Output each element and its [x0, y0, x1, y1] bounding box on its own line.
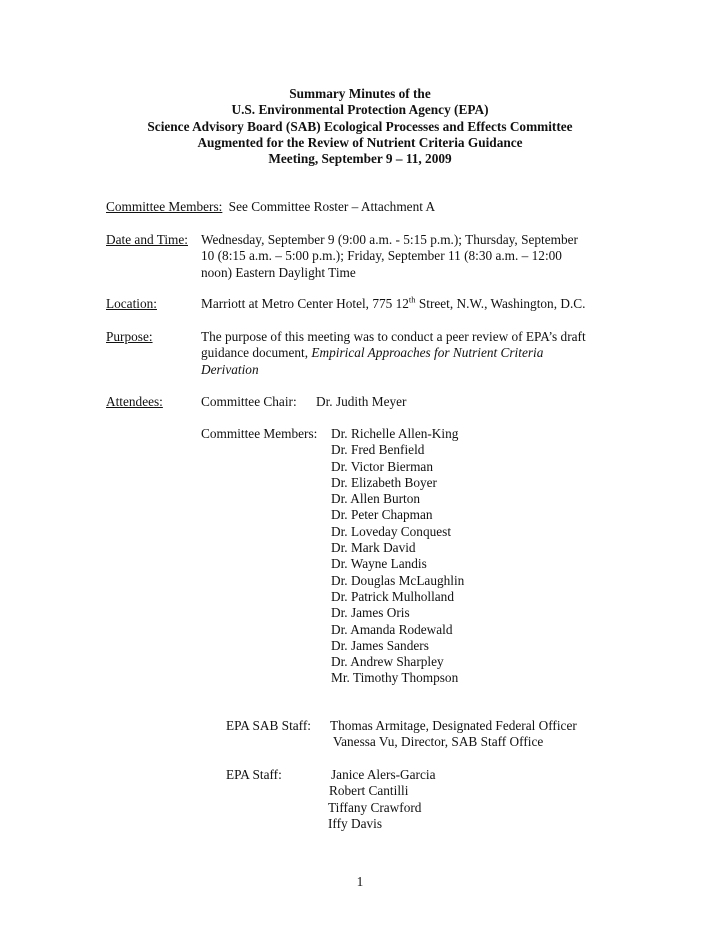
date-time-line-3: noon) Eastern Daylight Time	[201, 264, 356, 280]
title-line-1: Summary Minutes of the	[289, 86, 431, 101]
location-value-text: Marriott at Metro Center Hotel, 775 12	[201, 296, 409, 311]
epa-staff-list	[328, 767, 435, 832]
location-superscript: th	[408, 294, 416, 305]
list-item: Thomas Armitage, Designated Federal Officer	[330, 718, 577, 733]
list-item: Dr. Victor Bierman	[331, 458, 433, 474]
list-item: Vanessa Vu, Director, SAB Staff Office	[333, 734, 544, 750]
date-time-line-1: Wednesday, September 9 (9:00 a.m. - 5:15 p.m.); Thursday, September	[201, 232, 578, 247]
committee-members-list	[331, 426, 464, 687]
list-item: Dr. Peter Chapman	[331, 507, 433, 523]
list-item: Dr. James Sanders	[331, 637, 429, 653]
list-item: Dr. Loveday Conquest	[331, 523, 452, 539]
epa-staff-label: EPA Staff:	[226, 767, 282, 782]
purpose-value	[201, 329, 586, 378]
list-item: Dr. Wayne Landis	[331, 556, 427, 572]
list-item: Dr. Douglas McLaughlin	[331, 572, 465, 588]
list-item: Iffy Davis	[328, 815, 383, 831]
purpose-document-title: Empirical Approaches for Nutrient Criteria	[311, 345, 544, 361]
purpose-line-2	[201, 345, 586, 361]
list-item: Dr. Mark David	[331, 540, 416, 556]
location-value-street: Street, N.W., Washington, D.C.	[415, 296, 586, 311]
attendees-label: Attendees:	[106, 394, 163, 409]
date-time-line-2: 10 (8:15 a.m. – 5:00 p.m.); Friday, September 11 (8:30 a.m. – 12:00	[201, 248, 562, 264]
title-line-5: Meeting, September 9 – 11, 2009	[268, 151, 452, 167]
purpose-line-2-text: guidance document,	[201, 345, 312, 361]
date-time-value	[201, 232, 578, 281]
list-item: Dr. Fred Benfield	[331, 442, 425, 458]
committee-members-row	[106, 199, 435, 215]
sab-staff-list	[330, 718, 577, 751]
committee-members-list-label: Committee Members:	[201, 426, 318, 441]
purpose-document-title-end: Derivation	[201, 361, 259, 377]
list-item: Tiffany Crawford	[328, 799, 422, 815]
location-label: Location:	[106, 296, 157, 311]
title-line-3: Science Advisory Board (SAB) Ecological Processes and Effects Committee	[147, 118, 573, 134]
list-item: Dr. Elizabeth Boyer	[331, 474, 437, 490]
title-line-4: Augmented for the Review of Nutrient Criteria Guidance	[197, 134, 523, 150]
page-number: 1	[356, 874, 364, 889]
list-item: Dr. Andrew Sharpley	[331, 654, 444, 670]
committee-chair-label: Committee Chair:	[201, 394, 297, 409]
committee-members-value: See Committee Roster – Attachment A	[228, 199, 436, 214]
purpose-line-1: The purpose of this meeting was to conduct a peer review of EPA’s draft	[201, 329, 586, 344]
sab-staff-label: EPA SAB Staff:	[226, 718, 311, 733]
committee-members-label: Committee Members:	[106, 199, 223, 214]
list-item: Dr. James Oris	[331, 605, 410, 621]
list-item: Mr. Timothy Thompson	[331, 670, 459, 686]
list-item: Robert Cantilli	[329, 783, 409, 799]
document-title	[0, 86, 720, 167]
location-value	[201, 296, 585, 312]
committee-chair-name: Dr. Judith Meyer	[316, 394, 407, 409]
purpose-label: Purpose:	[106, 329, 153, 344]
list-item: Dr. Richelle Allen-King	[331, 426, 459, 441]
list-item: Dr. Amanda Rodewald	[331, 621, 453, 637]
list-item: Dr. Allen Burton	[331, 491, 421, 507]
purpose-line-3	[201, 362, 586, 378]
list-item: Dr. Patrick Mulholland	[331, 588, 454, 604]
list-item: Janice Alers-Garcia	[331, 767, 436, 782]
title-line-2: U.S. Environmental Protection Agency (EPA)	[231, 102, 489, 118]
date-time-label: Date and Time:	[106, 232, 188, 247]
